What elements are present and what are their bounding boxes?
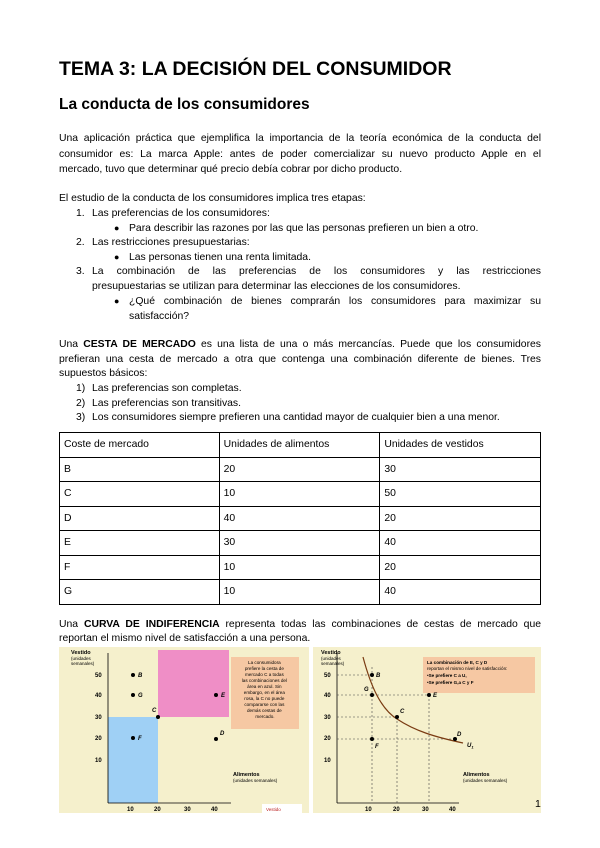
point-label: F [138,736,142,742]
table-cell: E [60,531,220,556]
footer-text: Vestido [266,807,281,812]
table-cell: 20 [219,457,380,482]
point-c [156,715,160,719]
list-item: Las preferencias de los consumidores: [92,208,270,219]
x-tick-label: 20 [154,807,161,813]
indifference-figures [59,647,541,813]
preferred-region-blue [108,717,158,803]
market-basket-table [59,432,541,605]
page-title: TEMA 3: LA DECISIÓN DEL CONSUMIDOR [59,58,452,80]
x-tick-label: 40 [449,807,456,813]
x-tick-label: 10 [365,807,372,813]
y-tick-label: 20 [324,736,331,742]
table-cell: G [60,580,220,605]
list-subitem: Para describir las razones por las que las personas prefieren un bien a otro. [129,223,479,234]
point-label: F [375,744,379,750]
list-item: Los consumidores siempre prefieren una cantidad mayor de cualquier bien a una menor. [92,412,500,423]
list-item: La combinación de las preferencias de los consumidores y las restricciones [92,266,541,277]
point-e [427,693,431,697]
x-axis-label: (unidades semanales) [463,778,508,783]
y-axis-label: (unidades [71,656,91,661]
point-label: E [221,693,226,699]
y-tick-label: 50 [324,673,331,679]
table-header-row [60,433,541,458]
x-tick-label: 20 [393,807,400,813]
table-cell: F [60,555,220,580]
table-cell: B [60,457,220,482]
curva-line-2: reportan el mismo nivel de satisfacción a una persona. [59,633,311,644]
table-cell: 30 [380,457,541,482]
table-cell: 20 [380,555,541,580]
y-axis-label: Vestido [321,650,341,656]
list-number: 3. [76,266,85,277]
x-tick-label: 10 [127,807,134,813]
y-axis-label: (unidades [321,656,341,661]
y-tick-label: 30 [324,715,331,721]
table-cell: 40 [219,506,380,531]
list-number: 3) [76,412,86,423]
point-c [395,715,399,719]
point-label: C [400,709,405,715]
y-tick-label: 10 [324,758,331,764]
bullet-icon: ● [114,223,120,233]
list-number: 2. [76,237,85,248]
cesta-line-1: Una CESTA DE MERCADO es una lista de una o más mercancías. Puede que los consumidores [59,339,542,350]
intro-line-1: Una aplicación práctica que ejemplifica la importancia de la teoría económica de la conducta del [59,133,541,144]
table-cell: 10 [219,482,380,507]
list-item: Las restricciones presupuestarias: [92,237,250,248]
less-preferred-region-pink [158,650,229,717]
point-label: E [433,693,438,699]
curva-line-1: Una CURVA DE INDIFERENCIA representa todas las combinaciones de cestas de mercado que [59,619,542,630]
table-cell: 30 [219,531,380,556]
y-axis-label: Vestido [71,650,91,656]
list-subitem-continued: satisfacción? [129,311,190,322]
cesta-term: CESTA DE MERCADO [83,339,196,350]
point-d [214,737,218,741]
table-cell: 20 [380,506,541,531]
curve-label: $U_1$ [467,743,474,750]
section-subtitle: La conducta de los consumidores [59,96,310,113]
point-b [131,673,135,677]
point-label: D [220,731,225,737]
page-number: 1 [535,798,541,810]
table-cell: 40 [380,580,541,605]
point-label: D [457,732,462,738]
y-tick-label: 50 [95,673,102,679]
point-g [131,693,135,697]
table-row [60,482,541,507]
figure-indifference-curve [313,647,541,813]
x-axis-label: Alimentos [463,772,490,778]
x-tick-label: 40 [211,807,218,813]
table-header-cell: Unidades de alimentos [219,433,380,458]
table-cell: 40 [380,531,541,556]
x-tick-label: 30 [422,807,429,813]
steps-heading: El estudio de la conducta de los consumidores implica tres etapas: [59,193,366,204]
x-tick-label: 30 [184,807,191,813]
table-row [60,531,541,556]
cesta-line-2: prefieran una cesta de mercado a otra que contenga una combinación diferente de bienes. Tres [59,354,541,365]
table-cell: 50 [380,482,541,507]
note-text: La consumidora prefiere la cesta de mercado C a todas las combinaciones del área en azul. Sin embargo, en el área rosa, la C no puede compararse con las demás cestas de mercado. [241,660,287,719]
point-label: G [138,693,143,699]
cesta-line-3: supuestos básicos: [59,368,148,379]
table-header-cell: Unidades de vestidos [380,433,541,458]
intro-line-3: mercado, tuvo que determinar qué precio debía cobrar por dicho producto. [59,164,403,175]
table-cell: C [60,482,220,507]
x-axis-label: (unidades semanales) [233,778,278,783]
point-label: G [364,687,369,693]
point-label: B [376,673,381,679]
curva-term: CURVA DE INDIFERENCIA [83,619,220,630]
list-subitem: Las personas tienen una renta limitada. [129,252,311,263]
y-tick-label: 30 [95,715,102,721]
point-f [131,736,135,740]
table-row [60,555,541,580]
table-cell: 10 [219,555,380,580]
list-subitem: ¿Qué combinación de bienes comprarán los consumidores para maximizar su [129,296,541,307]
list-number: 1) [76,383,86,394]
table-row [60,457,541,482]
y-tick-label: 40 [324,693,331,699]
y-tick-label: 20 [95,736,102,742]
figure-preferences [59,647,309,813]
y-tick-label: 10 [95,758,102,764]
table-cell: D [60,506,220,531]
table-row [60,580,541,605]
point-label: B [138,673,143,679]
table-header-cell: Coste de mercado [60,433,220,458]
bullet-icon: ● [114,252,120,262]
note-text: La combinación de E, C y D reportan el mismo nivel de satisfacción: •Se prefiere C a U, •Se prefiere G,a C y F [427,660,508,685]
bullet-icon: ● [114,296,120,306]
intro-line-2: consumidor es: La marca Apple: antes de poder comercializar su nuevo producto Apple en el [59,149,541,160]
list-item-continued: presupuestarias se utilizan para determinar las elecciones de los consumidores. [92,281,461,292]
y-axis-label: semanales) [71,661,95,666]
point-f [370,737,374,741]
table-cell: 10 [219,580,380,605]
list-item: Las preferencias son completas. [92,383,242,394]
y-tick-label: 40 [95,693,102,699]
x-axis-label: Alimentos [233,772,260,778]
point-g [370,693,374,697]
list-number: 1. [76,208,85,219]
y-axis-label: semanales) [321,661,345,666]
list-item: Las preferencias son transitivas. [92,398,242,409]
table-row [60,506,541,531]
list-number: 2) [76,398,86,409]
point-e [214,693,218,697]
point-label: C [152,708,157,714]
point-b [370,673,374,677]
